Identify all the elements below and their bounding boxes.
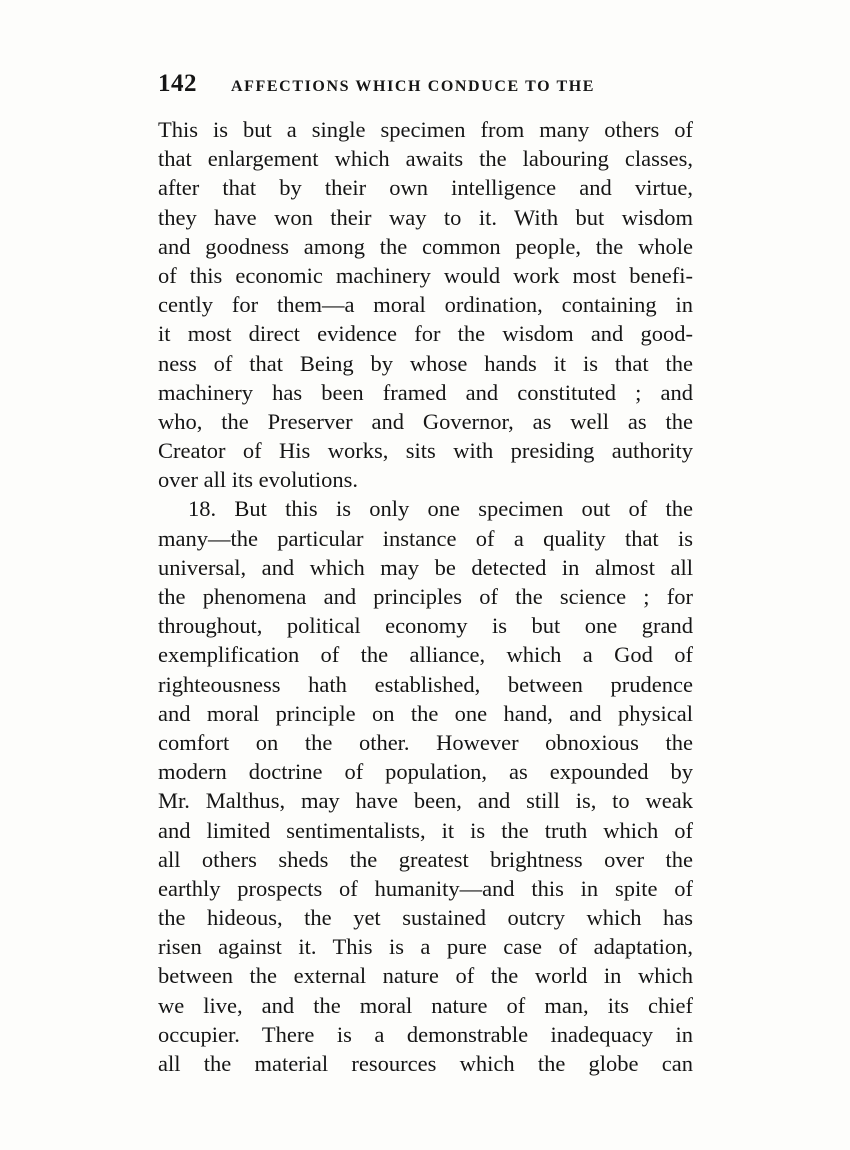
text-line: many—the particular instance of a quality that is	[158, 525, 693, 551]
page-number: 142	[158, 70, 197, 97]
text-line: who, the Preserver and Governor, as well as the	[158, 408, 693, 434]
text-line: modern doctrine of population, as expounded by	[158, 759, 693, 785]
text-line: the phenomena and principles of the science ; for	[158, 584, 693, 609]
text-line: risen against it. This is a pure case of adaptation,	[158, 934, 693, 960]
text-line: Mr. Malthus, may have been, and still is, to weak	[158, 788, 693, 814]
text-line: and moral principle on the one hand, and physical	[158, 700, 693, 726]
text-line: earthly prospects of humanity—and this in spite of	[158, 875, 693, 901]
text-line: they have won their way to it. With but wisdom	[158, 204, 693, 230]
text-line: of this economic machinery would work most benefi-	[158, 262, 693, 288]
body-text	[158, 115, 693, 1078]
text-line: and goodness among the common people, the whole	[158, 233, 693, 259]
text-line: we live, and the moral nature of man, its chief	[158, 992, 693, 1018]
text-line: universal, and which may be detected in almost all	[158, 554, 693, 580]
text-line: that enlargement which awaits the labouring classes,	[158, 146, 693, 172]
paragraph-end-line: over all its evolutions.	[158, 467, 358, 493]
text-line: This is but a single specimen from many others of	[158, 117, 693, 142]
text-line: Creator of His works, sits with presiding authority	[158, 438, 693, 464]
text-line: machinery has been framed and constituted ; and	[158, 379, 693, 405]
text-line: after that by their own intelligence and virtue,	[158, 175, 693, 201]
text-line: all others sheds the greatest brightness over the	[158, 846, 693, 872]
text-line: all the material resources which the globe can	[158, 1051, 693, 1076]
running-header	[158, 70, 698, 104]
text-line: the hideous, the yet sustained outcry which has	[158, 905, 693, 931]
text-line: comfort on the other. However obnoxious the	[158, 729, 693, 755]
text-line: and limited sentimentalists, it is the truth which of	[158, 817, 693, 843]
text-line: throughout, political economy is but one grand	[158, 613, 693, 639]
text-line: it most direct evidence for the wisdom and good-	[158, 321, 693, 347]
text-line: exemplification of the alliance, which a God of	[158, 642, 693, 668]
text-line: between the external nature of the world in which	[158, 963, 693, 989]
text-line: occupier. There is a demonstrable inadequacy in	[158, 1021, 693, 1047]
text-line: cently for them—a moral ordination, containing in	[158, 292, 693, 318]
running-header-title: AFFECTIONS WHICH CONDUCE TO THE	[231, 78, 596, 95]
paragraph-start-line: 18. But this is only one specimen out of the	[188, 496, 693, 522]
text-line: righteousness hath established, between prudence	[158, 671, 693, 697]
text-line: ness of that Being by whose hands it is that the	[158, 350, 693, 376]
